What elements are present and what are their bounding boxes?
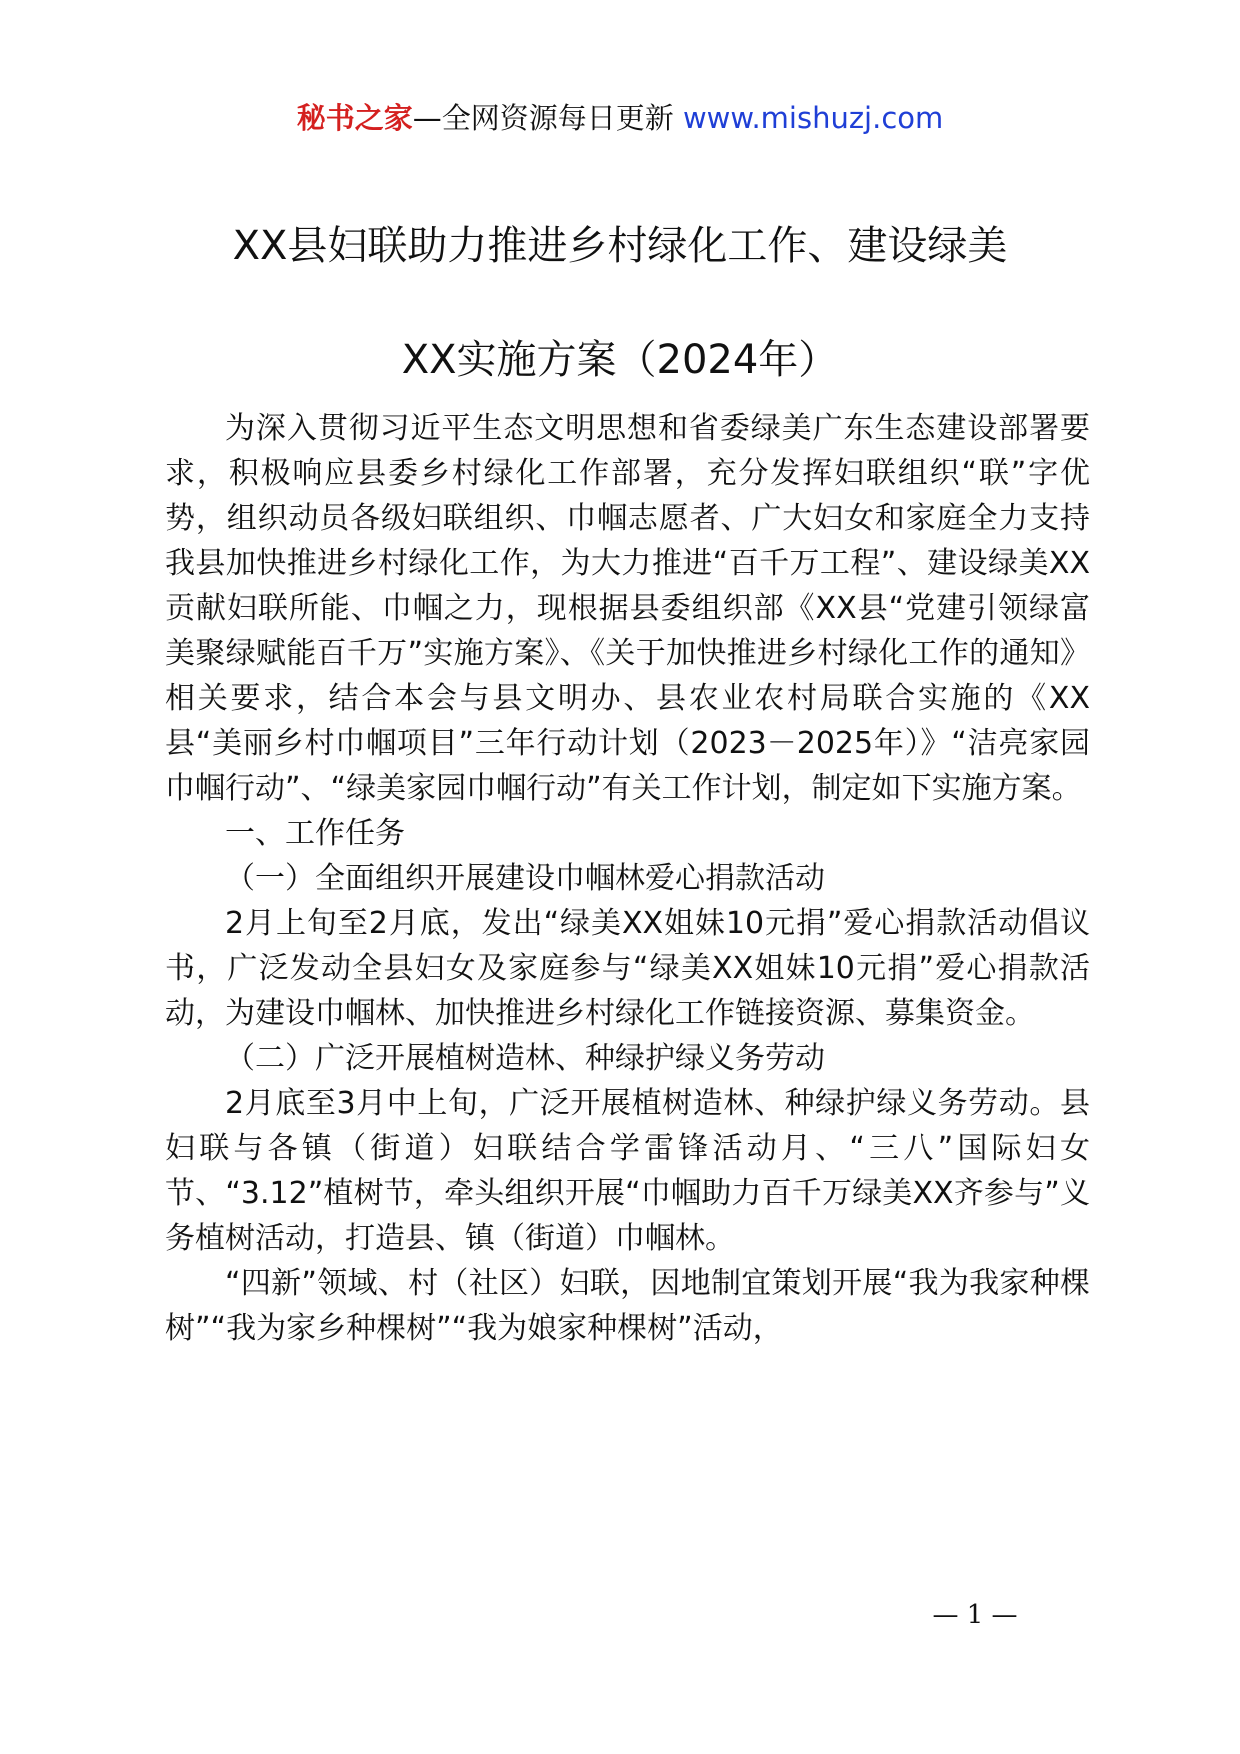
subsection-heading-2: （二）广泛开展植树造林、种绿护绿义务劳动 xyxy=(225,1041,825,1076)
header-slogan: —全网资源每日更新 xyxy=(412,101,674,135)
brand-name: 秘书之家 xyxy=(296,101,413,135)
site-header-banner xyxy=(0,98,1240,138)
body-paragraph: 2月底至3月中上旬，广泛开展植树造林、种绿护绿义务劳动。县妇联与各镇（街道）妇联结合学雷锋活动月、“三八”国际妇女节、“3.12”植树节，牵头组织开展“巾帼助力百千万绿美XX齐参与”义务植树活动，打造县、镇（街道）巾帼林。 xyxy=(165,1086,1090,1256)
document-body xyxy=(165,406,1090,1351)
document-title-line-2: XX实施方案（2024年） xyxy=(401,337,839,383)
body-paragraph: “四新”领域、村（社区）妇联，因地制宜策划开展“我为我家种棵树”“我为家乡种棵树”“我为娘家种棵树”活动， xyxy=(165,1266,1090,1346)
page-number: — 1 — xyxy=(932,1600,1018,1630)
website-link[interactable]: www.mishuzj.com xyxy=(682,101,944,135)
subsection-heading-1: （一）全面组织开展建设巾帼林爱心捐款活动 xyxy=(225,861,825,896)
document-title-line-1: XX县妇联助力推进乡村绿化工作、建设绿美 xyxy=(232,223,1008,269)
body-paragraph: 2月上旬至2月底，发出“绿美XX姐妹10元捐”爱心捐款活动倡议书，广泛发动全县妇女及家庭参与“绿美XX姐妹10元捐”爱心捐款活动，为建设巾帼林、加快推进乡村绿化工作链接资源、募集资金。 xyxy=(165,906,1090,1031)
section-heading-work-tasks: 一、工作任务 xyxy=(225,816,405,851)
intro-paragraph: 为深入贯彻习近平生态文明思想和省委绿美广东生态建设部署要求，积极响应县委乡村绿化工作部署，充分发挥妇联组织“联”字优势，组织动员各级妇联组织、巾帼志愿者、广大妇女和家庭全力支持我县加快推进乡村绿化工作，为大力推进“百千万工程”、建设绿美XX贡献妇联所能、巾帼之力，现根据县委组织部《XX县“党建引领绿富美聚绿赋能百千万”实施方案》、《关于加快推进乡村绿化工作的通知》相关要求，结合本会与县文明办、县农业农村局联合实施的《XX县“美丽乡村巾帼项目”三年行动计划（2023－2025年）》“洁亮家园巾帼行动”、“绿美家园巾帼行动”有关工作计划，制定如下实施方案。 xyxy=(165,411,1090,806)
